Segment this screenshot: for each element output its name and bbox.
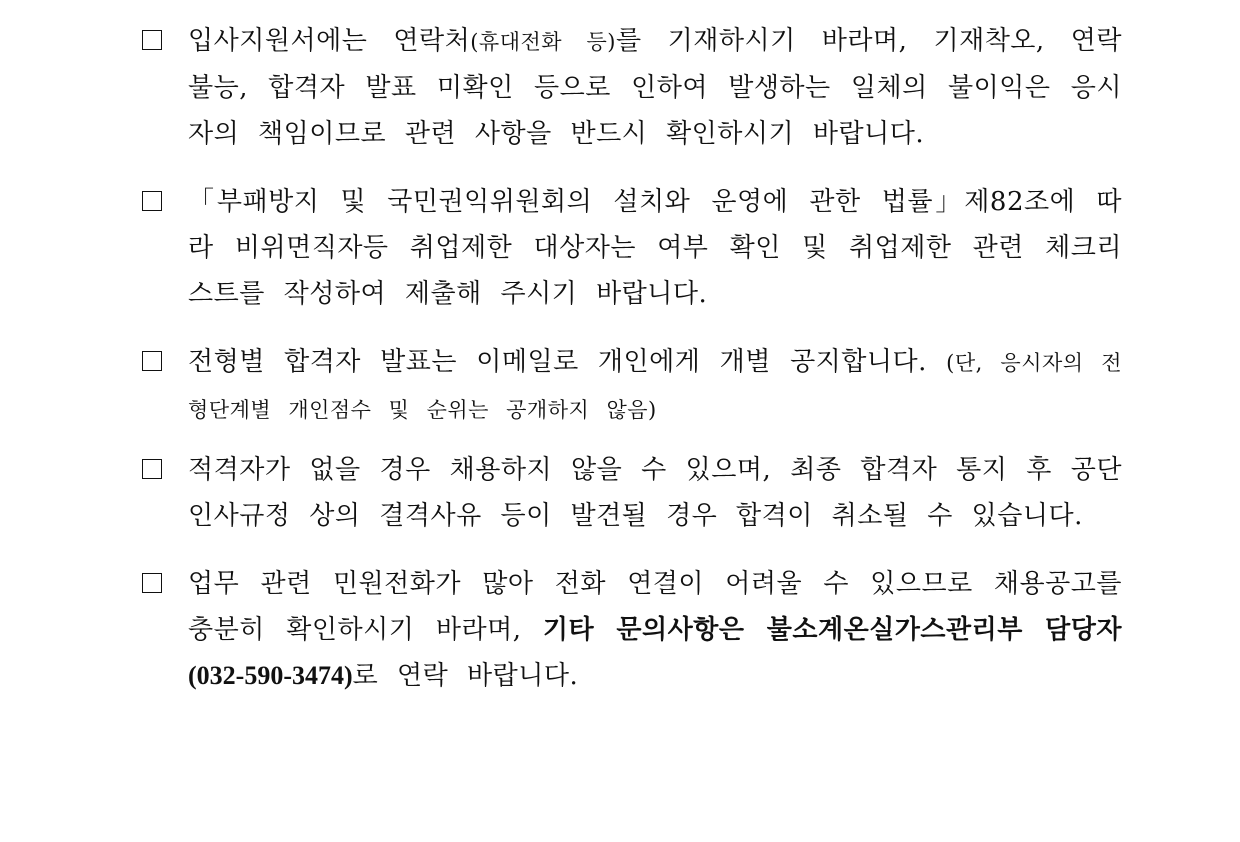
- notice-text: 업무 관련 민원전화가 많아 전화 연결이 어려울 수 있으므로 채용공고를 충분히 확인하시기 바라며,: [188, 569, 1122, 645]
- notice-text: 로 연락 바랍니다.: [352, 661, 579, 691]
- notice-text: 를 기재하시기 바라며, 기재착오, 연락 불능, 합격자 발표 미확인 등으로 인하여 발생하는 일체의 불이익은 응시자의 책임이므로 관련 사항을 반드시 확인하시기 바랍니다.: [188, 26, 1122, 149]
- notice-item-anticorruption: [140, 179, 1122, 317]
- notice-item-contact: [140, 18, 1122, 157]
- notice-text-small: (단, 응시자의 전형단계별 개인점수 및 순위는 공개하지 않음): [188, 351, 1122, 422]
- notice-text: 입사지원서에는 연락처: [188, 26, 471, 56]
- checkbox-icon: [142, 30, 162, 50]
- checkbox-icon: [142, 573, 162, 593]
- checkbox-icon: [142, 459, 162, 479]
- contact-phone: (032-590-3474): [188, 661, 353, 690]
- notice-text: 전형별 합격자 발표는 이메일로 개인에게 개별 공지합니다.: [188, 347, 947, 377]
- notice-text: 적격자가 없을 경우 채용하지 않을 수 있으며, 최종 합격자 통지 후 공단 인사규정 상의 결격사유 등이 발견될 경우 합격이 취소될 수 있습니다.: [188, 455, 1122, 531]
- contact-department: 기타 문의사항은 불소계온실가스관리부 담당자: [542, 615, 1122, 645]
- notice-item-inquiry: [140, 561, 1122, 699]
- notice-item-disqualification: [140, 447, 1122, 539]
- checkbox-icon: [142, 191, 162, 211]
- notice-list: [140, 18, 1122, 699]
- checkbox-icon: [142, 351, 162, 371]
- notice-text-small: (휴대전화 등): [470, 30, 616, 54]
- notice-text: 「부패방지 및 국민권익위원회의 설치와 운영에 관한 법률」제82조에 따라 비위면직자등 취업제한 대상자는 여부 확인 및 취업제한 관련 체크리스트를 작성하여 제출해 주시기 바랍니다.: [188, 187, 1122, 309]
- notice-item-results: [140, 339, 1122, 433]
